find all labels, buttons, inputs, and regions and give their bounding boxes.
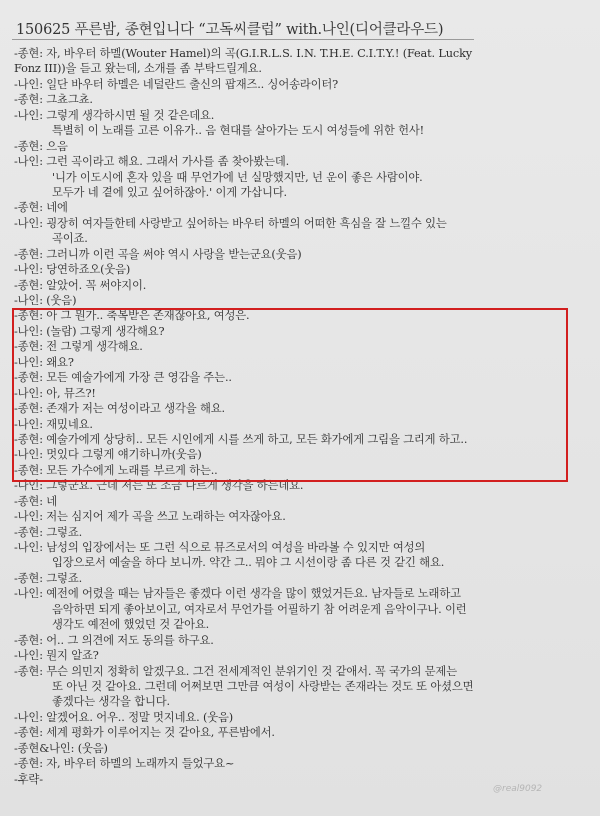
- transcript-line: -종현&나인: (웃음): [14, 741, 108, 755]
- transcript-line: -나인: 일단 바우터 하멜은 네덜란드 출신의 팝재즈.. 싱어송라이터?: [14, 77, 339, 91]
- transcript-line: -나인: 당연하죠오(웃음): [14, 263, 131, 277]
- transcript-line: -후략-: [14, 772, 43, 786]
- transcript-line: -나인: 멋있다 그렇게 얘기하니까(웃음): [14, 448, 202, 462]
- transcript-line: -나인: 왜요?: [14, 355, 74, 369]
- transcript-line: -나인: (놀람) 그렇게 생각해요?: [14, 324, 165, 338]
- transcript-line: -종현: 그렇죠.: [14, 525, 83, 539]
- transcript-line: -종현: 네: [14, 494, 58, 508]
- watermark: @real9092: [493, 784, 543, 794]
- transcript-line: -나인: 재밌네요.: [14, 417, 93, 431]
- transcript-line: -종현: 네에: [14, 201, 68, 215]
- title-divider: [12, 39, 474, 40]
- transcript-line: 입장으로서 예술을 하다 보니까. 약간 그.. 뭐야 그 시선이랑 좀 다른 것 같긴 해요.: [52, 556, 445, 570]
- transcript-line: -종현: 그러니까 이런 곡을 써야 역시 사랑을 받는군요(웃음): [14, 247, 302, 261]
- transcript-line: -나인: 그런 곡이라고 해요. 그래서 가사를 좀 찾아봤는데.: [14, 155, 290, 169]
- transcript-line: -종현: 알았어. 꼭 써야지이.: [14, 278, 147, 292]
- transcript-line: Fonz III))을 듣고 왔는데, 소개를 좀 부탁드릴게요.: [14, 62, 262, 76]
- transcript-line: -종현: 전 그렇게 생각해요.: [14, 340, 143, 354]
- transcript-line: -종현: 자, 바우터 하멜의 노래까지 들었구요~: [14, 757, 235, 771]
- transcript-line: -나인: 그렇군요. 근데 저는 또 조금 다르게 생각을 하는데요.: [14, 479, 304, 493]
- transcript-line: 특별히 이 노래를 고른 이유가.. 음 현대를 살아가는 도시 여성들에 위한 헌사!: [52, 124, 425, 138]
- transcript-line: -나인: 알겠어요. 어우.. 정말 멋지네요. (웃음): [14, 710, 234, 724]
- transcript-line: -나인: (웃음): [14, 294, 77, 307]
- transcript-line: -종현: 아 그 뭔가.. 축복받은 존재잖아요, 여성은.: [14, 309, 250, 323]
- highlight-box: [12, 308, 568, 482]
- transcript-line: -나인: 저는 심지어 제가 곡을 쓰고 노래하는 여자잖아요.: [14, 510, 286, 524]
- transcript-line: '니가 이도시에 혼자 있을 때 무언가에 넌 실망했지만, 넌 운이 좋은 사람이야.: [52, 170, 423, 184]
- transcript-line: -종현: 세계 평화가 이루어지는 것 같아요, 푸른밤에서.: [14, 726, 275, 740]
- transcript-line: -종현: 으음: [14, 139, 68, 153]
- transcript-line: -나인: 남성의 입장에서는 또 그런 식으로 뮤즈로서의 여성을 바라볼 수 있지만 여성의: [14, 541, 426, 554]
- page-title: 150625 푸른밤, 종현입니다 “고독씨클럽” with.나인(디어클라우드): [16, 22, 444, 38]
- transcript-line: -나인: 그렇게 생각하시면 될 것 같은데요.: [14, 108, 215, 122]
- transcript-line: -종현: 모든 예술가에게 가장 큰 영감을 주는..: [14, 371, 232, 385]
- transcript-line: -종현: 자, 바우터 하멜(Wouter Hamel)의 곡(G.I.R.L.S. I.N. T.H.E. C.I.T.Y.! (Feat. Lucky: [14, 47, 472, 60]
- transcript-line: -종현: 예술가에게 상당히.. 모든 시인에게 시를 쓰게 하고, 모든 화가에게 그림을 그리게 하고..: [14, 432, 468, 446]
- transcript-line: 모두가 네 곁에 있고 싶어하잖아.' 이게 가삽니다.: [52, 185, 287, 199]
- transcript-line: 음악하면 되게 좋아보이고, 여자로서 무언가를 어필하기 참 어려운게 음악이구나. 이런: [52, 602, 467, 616]
- transcript-line: -나인: 아, 뮤즈?!: [14, 386, 96, 400]
- transcript-line: -나인: 뭔지 알죠?: [14, 649, 99, 663]
- transcript-line: -종현: 그렇죠.: [14, 571, 83, 585]
- transcript-line: -나인: 굉장히 여자들한테 사랑받고 싶어하는 바우터 하멜의 어떠한 흑심을 잘 느낄수 있는: [14, 216, 447, 230]
- transcript-line: -종현: 모든 가수에게 노래를 부르게 하는..: [14, 463, 218, 477]
- transcript-line: -종현: 어.. 그 의견에 저도 동의를 하구요.: [14, 633, 214, 647]
- transcript-line: 좋겠다는 생각을 합니다.: [52, 695, 170, 709]
- transcript-line: -나인: 예전에 어렸을 때는 남자들은 좋겠다 이런 생각을 많이 했었거든요. 남자들로 노래하고: [14, 587, 461, 601]
- transcript-line: -종현: 존재가 저는 여성이라고 생각을 해요.: [14, 402, 225, 416]
- transcript-line: -종현: 그쵸그쵸.: [14, 93, 93, 107]
- transcript-line: 또 아닌 것 같아요. 그런데 어쩌보면 그만큼 여성이 사랑받는 존재라는 것도 또 아셨으면: [52, 679, 474, 693]
- transcript-line: -종현: 무슨 의민지 정확히 알겠구요. 그건 전세계적인 분위기인 것 같애서. 꼭 국가의 문제는: [14, 664, 457, 678]
- transcript-line: 생각도 예전에 했었던 것 같아요.: [52, 618, 210, 632]
- transcript-line: 곡이죠.: [52, 232, 88, 246]
